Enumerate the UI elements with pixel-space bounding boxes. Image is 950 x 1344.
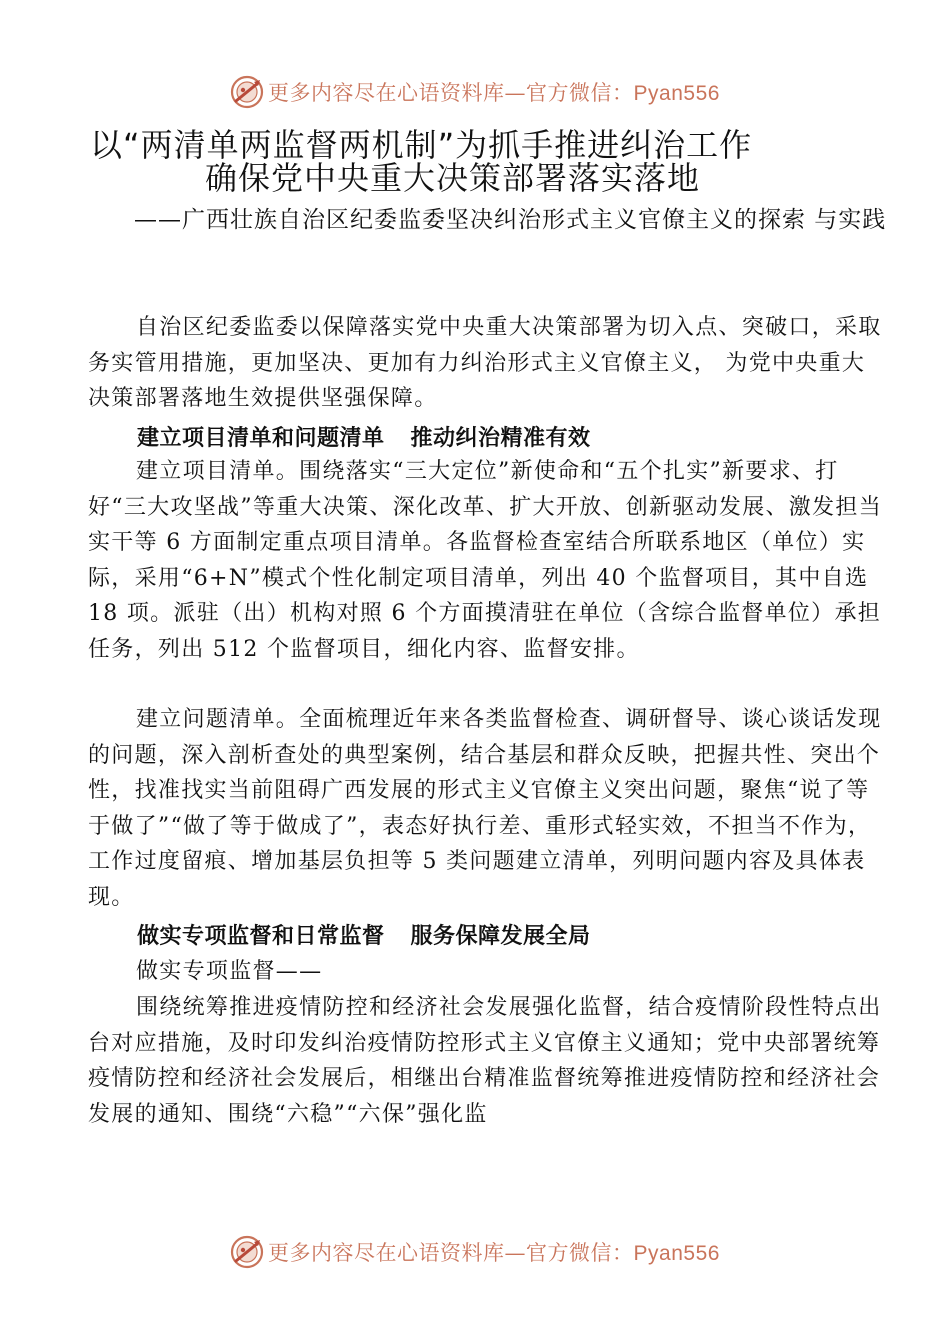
intro-paragraph: 自治区纪委监委以保障落实党中央重大决策部署为切入点、突破口，采取务实管用措施，更加坚决、更加有力纠治形式主义官僚主义， 为党中央重大决策部署落地生效提供坚强保障。 (88, 315, 882, 411)
section2-heading-part-b: 服务保障发展全局 (410, 924, 591, 949)
watermark-top (0, 72, 950, 112)
section1-heading-part-b: 推动纠治精准有效 (410, 426, 591, 451)
section1-heading-part-a: 建立项目清单和问题清单 (137, 426, 385, 451)
section1-heading (137, 424, 591, 454)
watermark-text: 更多内容尽在心语资料库—官方微信：Pyan556 (268, 1241, 720, 1265)
brand-seal-icon (230, 75, 264, 109)
special-supervision-paragraph: 做实专项监督—— (136, 959, 323, 984)
project-list-paragraph: 建立项目清单。围绕落实“三大定位”新使命和“五个扎实”新要求、打好“三大攻坚战”等重大决策、深化改革、扩大开放、创新驱动发展、激发担当实干等 6 方面制定重点项目清单。各监督检查室结合所联系地区（单位）实际，采用“6+N”模式个性化制定项目清单，列出 40 个监督项目，其中自选 18 项。派驻（出）机构对照 6 个方面摸清驻在单位（含综合监督单位）承担任务，列出 512 个监督项目，细化内容、监督安排。 (88, 459, 882, 662)
document-subtitle: ——广西壮族自治区纪委监委坚决纠治形式主义官僚主义的探索 与实践 (134, 207, 887, 233)
watermark-wechat-id: Pyan556 (633, 82, 720, 105)
brand-seal-icon (230, 1235, 264, 1269)
problem-list-paragraph: 建立问题清单。全面梳理近年来各类监督检查、调研督导、谈心谈话发现的问题，深入剖析查处的典型案例，结合基层和群众反映，把握共性、突出个性，找准找实当前阻碍广西发展的形式主义官僚主义突出问题，聚焦“说了等于做了”“做了等于做成了”，表态好执行差、重形式轻实效，不担当不作为，工作过度留痕、增加基层负担等 5 类问题建立清单，列明问题内容及具体表现。 (88, 707, 882, 910)
document-title-line1: 以“两清单两监督两机制”为抓手推进纠治工作 (90, 126, 753, 164)
section2-heading-part-a: 做实专项监督和日常监督 (137, 924, 385, 949)
watermark-wechat-id: Pyan556 (633, 1242, 720, 1265)
section2-heading (137, 922, 591, 952)
watermark-text: 更多内容尽在心语资料库—官方微信：Pyan556 (268, 81, 720, 105)
watermark-bottom (0, 1232, 950, 1272)
document-title-line2: 确保党中央重大决策部署落实落地 (205, 159, 701, 197)
epidemic-supervision-paragraph: 围绕统筹推进疫情防控和经济社会发展强化监督，结合疫情阶段性特点出台对应措施，及时印发纠治疫情防控形式主义官僚主义通知；党中央部署统筹疫情防控和经济社会发展后，相继出台精准监督统筹推进疫情防控和经济社会发展的通知、围绕“六稳”“六保”强化监 (88, 995, 882, 1127)
